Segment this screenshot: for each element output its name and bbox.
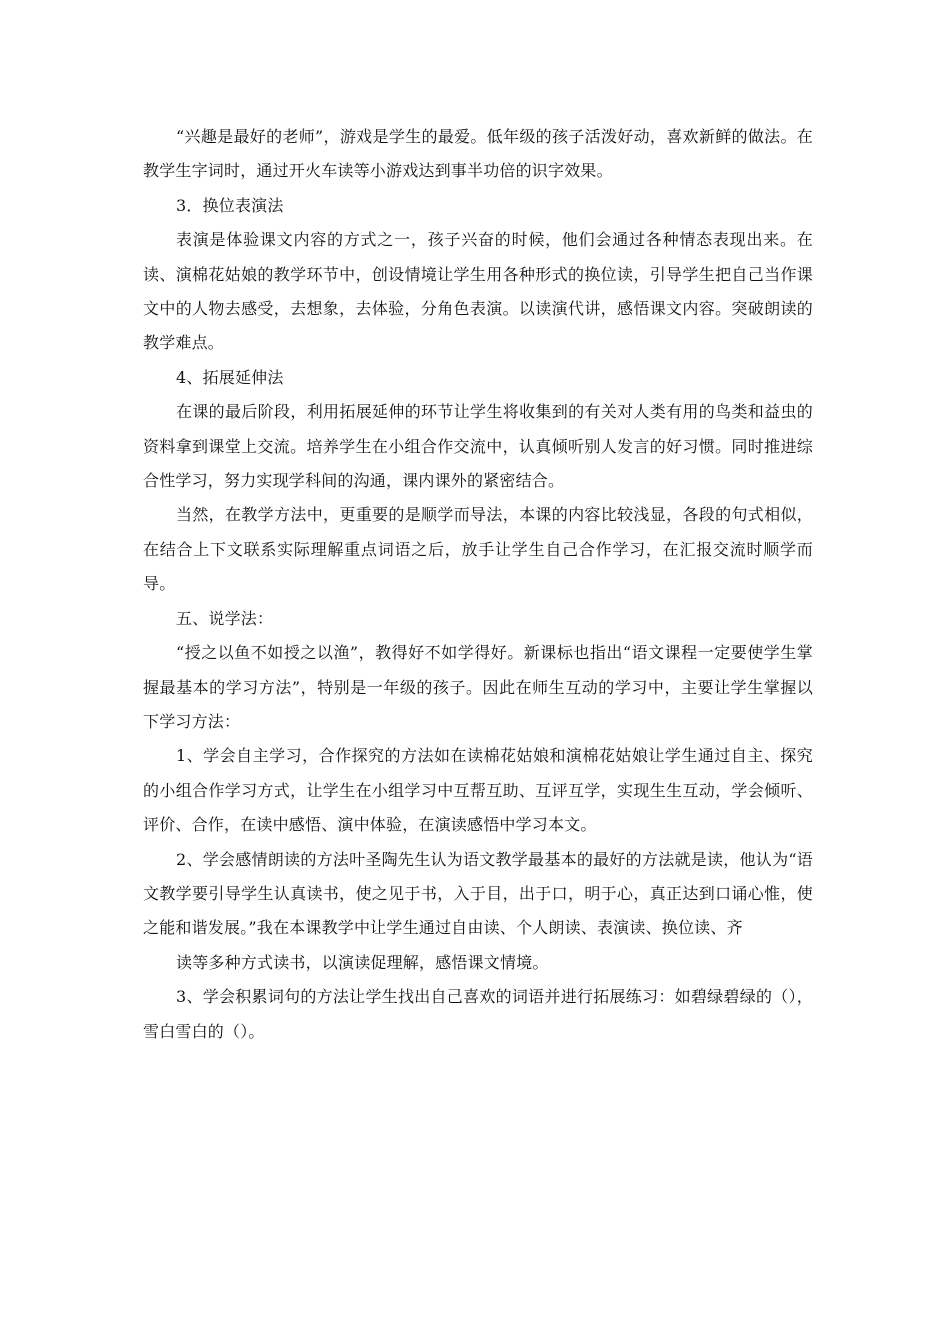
heading-learning-methods: 五、说学法： xyxy=(176,608,274,628)
paragraph-learning-intro: “授之以鱼不如授之以渔”，教得好不如学得好。新课标也指出“语文课程一定要使学生掌握最基本的学习方法”，特别是一年级的孩子。因此在师生互动的学习中，主要让学生掌握以下学习方法： xyxy=(143,643,813,731)
paragraph-self-study: 1、学会自主学习，合作探究的方法如在读棉花姑娘和演棉花姑娘让学生通过自主、探究的小组合作学习方式，让学生在小组学习中互帮互助、互评互学，实现生生互动，学会倾听、评价、合作，在读中感悟、演中体验，在演读感悟中学习本文。 xyxy=(143,746,813,835)
paragraph-reading-aloud: 2、学会感情朗读的方法叶圣陶先生认为语文教学最基本的最好的方法就是读，他认为“语文教学要引导学生认真读书，使之见于书，入于目，出于口，明于心，真正达到口诵心惟，使之能和谐发展。”我在本课教学中让学生通过自由读、个人朗读、表演读、换位读、齐 xyxy=(143,849,813,938)
paragraph-interest-games: “兴趣是最好的老师”，游戏是学生的最爱。低年级的孩子活泼好动，喜欢新鲜的做法。在教学生字词时，通过开火车读等小游戏达到事半功倍的识字效果。 xyxy=(143,127,813,181)
document-body xyxy=(143,120,813,1049)
heading-extension-method: 4、拓展延伸法 xyxy=(176,367,284,387)
paragraph-vocabulary: 3、学会积累词句的方法让学生找出自己喜欢的词语并进行拓展练习：如碧绿碧绿的（），雪白雪白的（）。 xyxy=(143,987,813,1041)
paragraph-guided-learning: 当然，在教学方法中，更重要的是顺学而导法，本课的内容比较浅显，各段的句式相似，在结合上下文联系实际理解重点词语之后，放手让学生自己合作学习，在汇报交流时顺学而导。 xyxy=(143,505,813,594)
paragraph-extension: 在课的最后阶段，利用拓展延伸的环节让学生将收集到的有关对人类有用的鸟类和益虫的资料拿到课堂上交流。培养学生在小组合作交流中，认真倾听别人发言的好习惯。同时推进综合性学习，努力实现学科间的沟通，课内课外的紧密结合。 xyxy=(143,402,813,491)
heading-role-play-method: 3．换位表演法 xyxy=(176,195,284,215)
paragraph-reading-methods: 读等多种方式读书，以演读促理解，感悟课文情境。 xyxy=(176,952,549,972)
paragraph-role-play: 表演是体验课文内容的方式之一，孩子兴奋的时候，他们会通过各种情态表现出来。在读、演棉花姑娘的教学环节中，创设情境让学生用各种形式的换位读，引导学生把自己当作课文中的人物去感受，去想象，去体验，分角色表演。以读演代讲，感悟课文内容。突破朗读的教学难点。 xyxy=(143,230,813,353)
